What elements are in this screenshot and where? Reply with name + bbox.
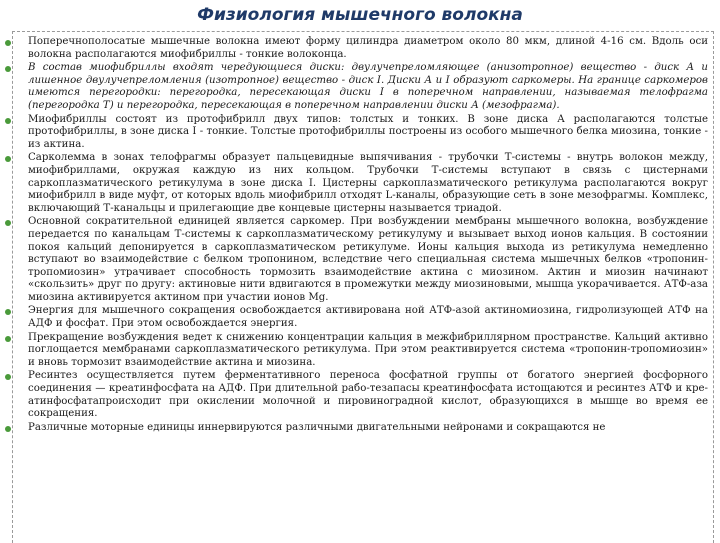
- list-item: [0, 305, 716, 330]
- bullet-dot-icon: [5, 40, 11, 46]
- bullet-dot-icon: [5, 309, 11, 315]
- list-item: [0, 422, 716, 435]
- paragraph-text: Основной сократительной единицей является саркомер. При возбуждении мембраны мышечного волокна, возбуждение передается по канальцам Т-системы к саркоплазматическому ретикулуму и вызывает выход ионов кальция. В состоянии покоя кальций депонируется в саркоплазматическом ретикулуме. Ионы кальция выхода из ретикулума немедленно вступают во взаимодействие с белком тропонином, вследствие чего специальная система мышечных белков «тропонин-тропомиозин» утрачивает способность тормозить взаимодействие актина с миозином. Актин и миозин начинают «скользить» друг по другу: актиновые нити вдвигаются в промежутки между миозиновыми, мышца укорачивается. АТФ-аза миозина активируется актином при участии ионов Mg.: [28, 216, 708, 303]
- bullet-dot-icon: [5, 426, 11, 432]
- paragraph-text: Различные моторные единицы иннервируются различными двигательными нейронами и сокращаются не: [28, 421, 606, 433]
- paragraph-text: В состав миофибриллы входят чередующиеся диски: двулучепреломляющее (анизотропное) вещество - диск А и лишенное двулучепреломления (изотропное) вещество - диск I. Диски А и I образуют саркомеры. На границе саркомеров имеются перегородки: перегородка, пересекающая диски I в поперечном направлении, называемая телофрагма (перегородка Т) и перегородка, пересекающая в поперечном направлении диски А (мезофрагма).: [28, 62, 708, 111]
- paragraph-text: Энергия для мышечного сокращения освобождается активирована ной АТФ-азой актиномиозина, гидролизующей АТФ на АДФ и фосфат. При этом освобождается энергия.: [28, 305, 708, 330]
- list-item: [0, 152, 716, 215]
- paragraph-text: Прекращение возбуждения ведет к снижению концентрации кальция в межфибриллярном пространстве. Кальций активно поглощается мембранами саркоплазматического ретикулума. При этом реактивируется система «тропонин-тропомиозин» и вновь тормозит взаимодействие актина и миозина.: [28, 331, 708, 368]
- bullet-dot-icon: [5, 118, 11, 124]
- bullet-dot-icon: [5, 156, 11, 162]
- paragraph-text: Сарколемма в зонах телофрагмы образует пальцевидные выпячивания - трубочки Т-системы - внутрь волокон между, миофибриллами, окружая каждую из них кольцом. Трубочки Т-системы вступают в связь с цистернами саркоплазматического ретикулума в зоне диска I. Цистерны саркоплазматического ретикулума располагаются вокруг миофибрилл в виде муфт, от которых вдоль миофибрилл отходят L-каналы, образующие сеть в зоне мезофрагмы. Комплекс, включающий Т-канальцы и прилегающие две концевые цистерны называется триадой.: [28, 152, 708, 214]
- paragraph-text: Ресинтез осуществляется путем ферментативного переноса фосфатной группы от богатого энергией фосфорного соединения — креатинфосфата на АДФ. При длительной рабо-тезапасы креатинфосфата истощаются и ресинтез АТФ и кре-атинфосфатапроисходит при окислении молочной и пировиноградной кислот, образующихся в мышце во время ее сокращения.: [28, 370, 708, 420]
- list-item: [0, 36, 716, 61]
- list-item: [0, 216, 716, 304]
- list-item: [0, 370, 716, 420]
- bullet-dot-icon: [5, 374, 11, 380]
- bullet-dot-icon: [5, 220, 11, 226]
- title-bar: [0, 0, 720, 30]
- paragraph-text: Миофибриллы состоят из протофибрилл двух типов: толстых и тонких. В зоне диска А располагаются толстые протофибриллы, в зоне диска I - тонкие. Толстые протофибриллы построены из особого мышечного белка миозина, тонкие - из актина.: [28, 113, 708, 150]
- bullet-dot-icon: [5, 336, 11, 342]
- paragraph-text: Поперечнополосатые мышечные волокна имеют форму цилиндра диаметром около 80 мкм, длиной 4-16 см. Вдоль оси волокна располагаются миофибриллы - тонкие волоконца.: [28, 36, 708, 60]
- bullet-dot-icon: [5, 66, 11, 72]
- list-item: [0, 62, 716, 112]
- list-item: [0, 114, 716, 152]
- list-item: [0, 332, 716, 370]
- bullet-list: [0, 36, 716, 435]
- page-title: Физиология мышечного волокна: [197, 5, 523, 25]
